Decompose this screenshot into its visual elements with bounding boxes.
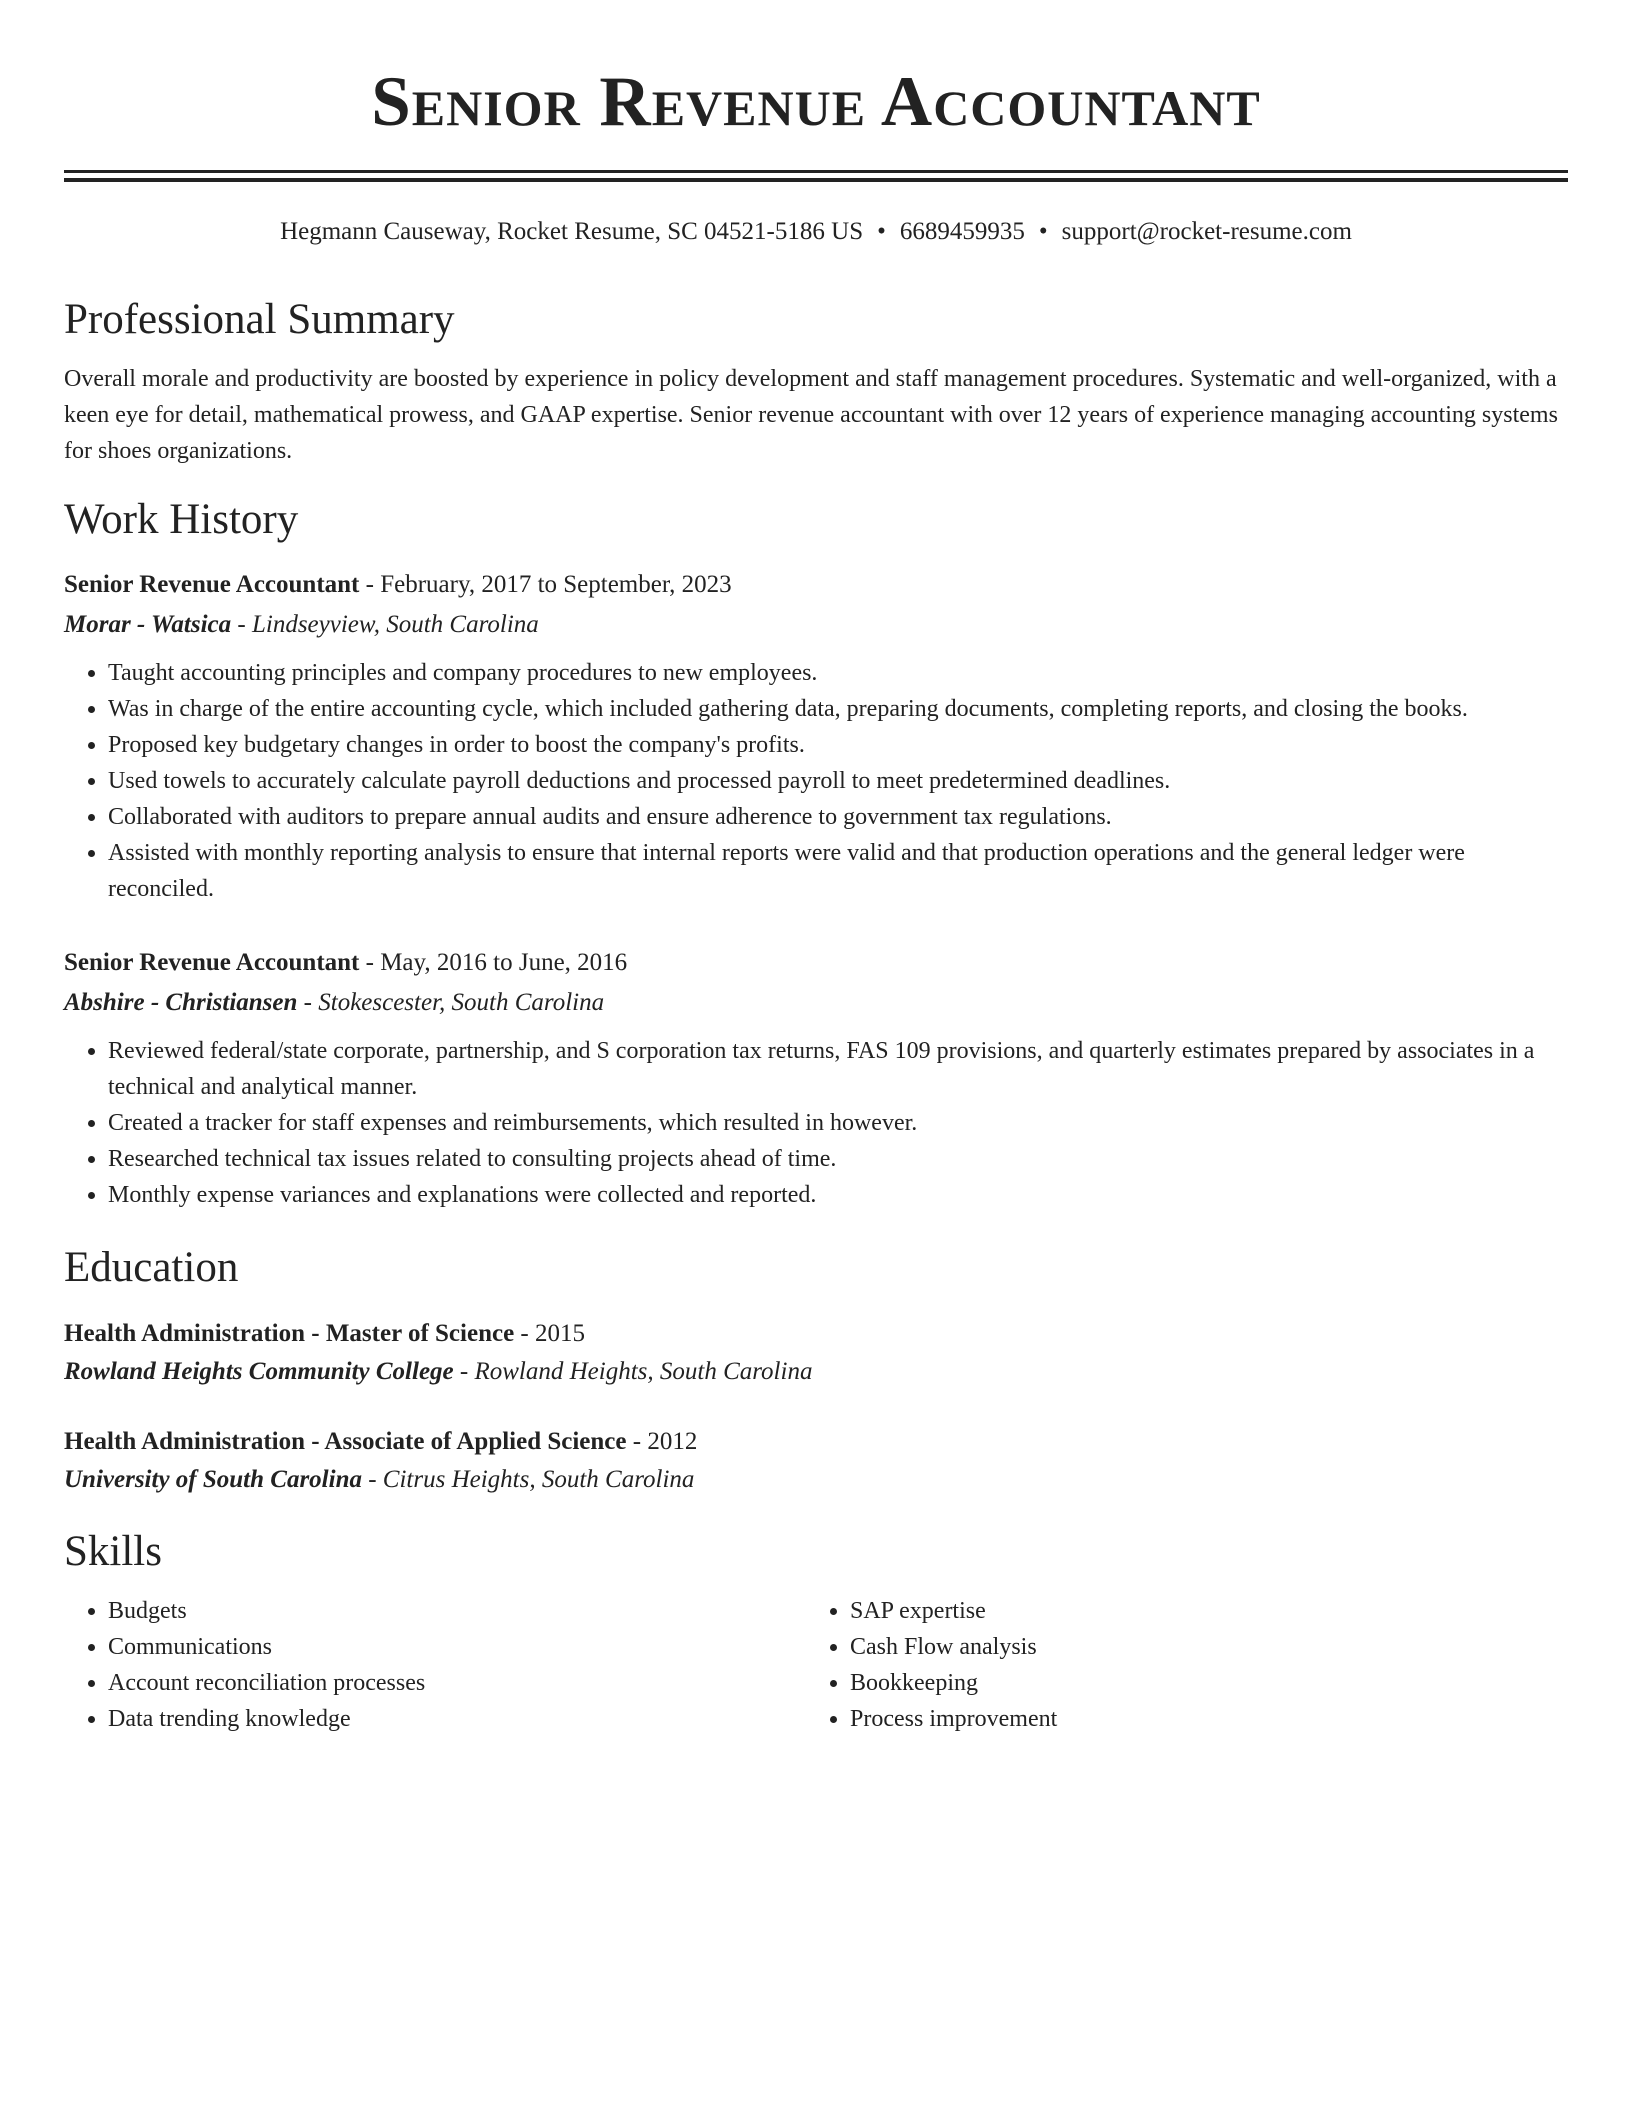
title-divider (64, 170, 1568, 182)
job-company-line (64, 983, 1568, 1023)
job-bullets (64, 1033, 1568, 1213)
list-item: • Collaborated with auditors to prepare annual audits and ensure adherence to government tax regulations. (108, 799, 1568, 835)
summary-text: Overall morale and productivity are boosted by experience in policy development and staff management procedures. Systematic and well-organized, with a keen eye for detail, mathematical prowess, and GAAP expertise. Senior revenue accountant with over 12 years of experience managing accounting systems for shoes organizations. (64, 366, 1558, 464)
skills-grid (64, 1593, 1568, 1737)
job-dates: - February, 2017 to September, 2023 (359, 571, 732, 598)
job-entry (64, 565, 1568, 907)
skills-column-right (806, 1593, 1548, 1737)
work-history-heading: Work History (64, 496, 299, 543)
education-location: - Citrus Heights, South Carolina (361, 1466, 695, 1493)
skill-item: • Cash Flow analysis (850, 1629, 1548, 1665)
education-school: University of South Carolina (64, 1466, 362, 1493)
job-entry (64, 943, 1568, 1213)
education-school-line (64, 1353, 1568, 1391)
education-year: - 2015 (514, 1320, 585, 1347)
job-bullets (64, 655, 1568, 907)
list-item: • Proposed key budgetary changes in order to boost the company's profits. (108, 727, 1568, 763)
job-location: - Stokescester, South Carolina (297, 989, 605, 1016)
list-item: • Used towels to accurately calculate payroll deductions and processed payroll to meet predetermined deadlines. (108, 763, 1568, 799)
education-year: - 2012 (626, 1428, 698, 1455)
education-entry (64, 1423, 1568, 1499)
education-degree-line (64, 1315, 1568, 1353)
education-school-line (64, 1461, 1568, 1499)
education-location: - Rowland Heights, South Carolina (453, 1358, 813, 1385)
education-school: Rowland Heights Community College (64, 1358, 454, 1385)
list-item: • Monthly expense variances and explanations were collected and reported. (108, 1177, 1568, 1213)
contact-separator: • (877, 218, 886, 245)
list-item: • Researched technical tax issues related to consulting projects ahead of time. (108, 1141, 1568, 1177)
list-item: • Assisted with monthly reporting analysis to ensure that internal reports were valid and that production operations and the general ledger were reconciled. (108, 835, 1568, 907)
job-dates: - May, 2016 to June, 2016 (359, 949, 628, 976)
job-location: - Lindseyview, South Carolina (231, 611, 539, 638)
education-degree: Health Administration - Associate of Applied Science (64, 1428, 627, 1455)
summary-heading: Professional Summary (64, 296, 455, 343)
job-company: Abshire - Christiansen (64, 989, 298, 1016)
skill-item: • SAP expertise (850, 1593, 1548, 1629)
contact-phone: 6689459935 (899, 218, 1025, 245)
skill-item: • Data trending knowledge (108, 1701, 806, 1737)
skill-item: • Account reconciliation processes (108, 1665, 806, 1701)
job-company: Morar - Watsica (64, 611, 232, 638)
skills-heading: Skills (64, 1528, 162, 1575)
skill-item: • Bookkeeping (850, 1665, 1548, 1701)
job-title: Senior Revenue Accountant (64, 571, 360, 598)
job-title: Senior Revenue Accountant (64, 949, 360, 976)
skill-item: • Budgets (108, 1593, 806, 1629)
education-degree: Health Administration - Master of Science (64, 1320, 515, 1347)
contact-line (64, 215, 1568, 249)
skill-item: • Process improvement (850, 1701, 1548, 1737)
page-title: Senior Revenue Accountant (371, 63, 1261, 141)
contact-address: Hegmann Causeway, Rocket Resume, SC 04521-5186 US (280, 218, 864, 245)
job-title-line (64, 943, 1568, 983)
job-title-line (64, 565, 1568, 605)
skills-column-left (64, 1593, 806, 1737)
list-item: • Reviewed federal/state corporate, partnership, and S corporation tax returns, FAS 109 provisions, and quarterly estimates prepared by associates in a technical and analytical manner. (108, 1033, 1568, 1105)
skill-item: • Communications (108, 1629, 806, 1665)
contact-email: support@rocket-resume.com (1061, 218, 1352, 245)
list-item: • Taught accounting principles and company procedures to new employees. (108, 655, 1568, 691)
list-item: • Was in charge of the entire accounting cycle, which included gathering data, preparing documents, completing reports, and closing the books. (108, 691, 1568, 727)
job-company-line (64, 605, 1568, 645)
list-item: • Created a tracker for staff expenses and reimbursements, which resulted in however. (108, 1105, 1568, 1141)
education-entry (64, 1315, 1568, 1391)
contact-separator: • (1038, 218, 1048, 245)
education-heading: Education (64, 1244, 239, 1291)
education-degree-line (64, 1423, 1568, 1461)
